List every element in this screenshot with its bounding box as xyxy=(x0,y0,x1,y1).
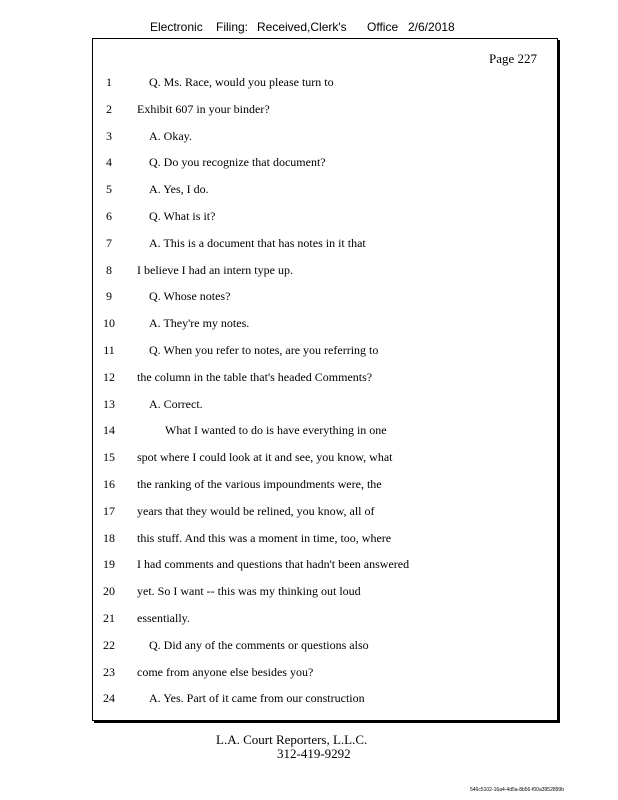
line-number: 20 xyxy=(103,584,115,599)
line-text: spot where I could look at it and see, you know, what xyxy=(137,450,393,465)
line-text: A. This is a document that has notes in it that xyxy=(149,235,366,250)
transcript-line xyxy=(93,236,553,256)
transcript-line xyxy=(93,450,553,470)
transcript-line xyxy=(93,531,553,551)
line-text: Q. When you refer to notes, are you referring to xyxy=(149,343,379,357)
transcript-line xyxy=(93,209,553,229)
transcript-line xyxy=(93,638,553,658)
line-text: yet. So I want -- this was my thinking out loud xyxy=(137,584,361,599)
line-text: Q. What is it? xyxy=(149,209,216,223)
reporter-company: L.A. Court Reporters, L.L.C. xyxy=(216,732,368,747)
line-number: 23 xyxy=(103,664,115,679)
line-text: Q. Ms. Race, would you please turn to xyxy=(149,75,334,89)
line-text: A. Yes, I do. xyxy=(149,182,209,197)
header-word-date: 2/6/2018 xyxy=(408,20,455,34)
line-text: the column in the table that's headed Comments? xyxy=(137,369,373,384)
line-number: 21 xyxy=(103,611,115,625)
line-text: A. They're my notes. xyxy=(149,316,250,331)
header-word-office: Office xyxy=(367,20,399,34)
transcript-line xyxy=(93,343,553,363)
line-number: 4 xyxy=(106,155,112,170)
line-text: What I wanted to do is have everything in one xyxy=(165,423,387,438)
transcript-line xyxy=(93,423,553,443)
line-text: the ranking of the various impoundments were, the xyxy=(137,477,382,491)
transcript-line xyxy=(93,102,553,122)
transcript-line xyxy=(93,691,553,711)
header-word-electronic: Electronic xyxy=(150,20,203,34)
line-text: come from anyone else besides you? xyxy=(137,664,314,679)
line-text: A. Yes. Part of it came from our construction xyxy=(149,691,365,706)
document-id: 546c5102-16a4-4d5a-8b56-f00a3952899b xyxy=(470,787,564,793)
transcript-line xyxy=(93,584,553,604)
line-text: this stuff. And this was a moment in time, too, where xyxy=(137,530,392,545)
line-text: years that they would be relined, you know, all of xyxy=(137,503,375,518)
line-number: 3 xyxy=(106,128,112,143)
line-number: 12 xyxy=(103,369,115,384)
line-number: 18 xyxy=(103,530,115,545)
line-text: A. Correct. xyxy=(149,396,203,411)
line-number: 19 xyxy=(103,557,115,572)
line-text: Q. Did any of the comments or questions also xyxy=(149,637,369,652)
line-number: 13 xyxy=(103,396,115,411)
transcript-line xyxy=(93,504,553,524)
transcript-line xyxy=(93,129,553,149)
transcript-line xyxy=(93,263,553,283)
transcript-line xyxy=(93,155,553,175)
line-number: 10 xyxy=(103,316,115,331)
transcript-line xyxy=(93,665,553,685)
line-number: 16 xyxy=(103,477,115,491)
transcript-line xyxy=(93,397,553,417)
line-number: 11 xyxy=(103,343,115,357)
line-number: 7 xyxy=(106,235,112,250)
line-text: Q. Whose notes? xyxy=(149,289,231,304)
line-number: 9 xyxy=(106,289,112,304)
transcript-line xyxy=(93,316,553,336)
line-text: A. Okay. xyxy=(149,128,192,143)
transcript-line xyxy=(93,477,553,497)
line-text: I believe I had an intern type up. xyxy=(137,262,293,277)
line-number: 17 xyxy=(103,503,115,518)
transcript-line xyxy=(93,370,553,390)
header-word-filing: Filing: xyxy=(216,20,249,34)
transcript-line xyxy=(93,182,553,202)
line-number: 1 xyxy=(106,75,112,89)
line-number: 8 xyxy=(106,262,112,277)
line-text: Exhibit 607 in your binder? xyxy=(137,101,270,116)
line-number: 6 xyxy=(106,209,112,223)
line-text: I had comments and questions that hadn't been answered xyxy=(137,557,410,572)
line-text: essentially. xyxy=(137,611,190,625)
transcript-line xyxy=(93,289,553,309)
transcript-line xyxy=(93,75,553,95)
transcript-line xyxy=(93,557,553,577)
line-number: 24 xyxy=(103,691,115,706)
line-number: 5 xyxy=(106,182,112,197)
line-number: 15 xyxy=(103,450,115,465)
line-number: 14 xyxy=(103,423,115,438)
transcript-page xyxy=(92,38,558,721)
reporter-phone: 312-419-9292 xyxy=(277,746,351,761)
line-number: 2 xyxy=(106,101,112,116)
line-number: 22 xyxy=(103,637,115,652)
header-word-received: Received,Clerk's xyxy=(257,20,347,34)
page-number: Page 227 xyxy=(488,51,537,66)
line-text: Q. Do you recognize that document? xyxy=(149,155,326,170)
transcript-line xyxy=(93,611,553,631)
